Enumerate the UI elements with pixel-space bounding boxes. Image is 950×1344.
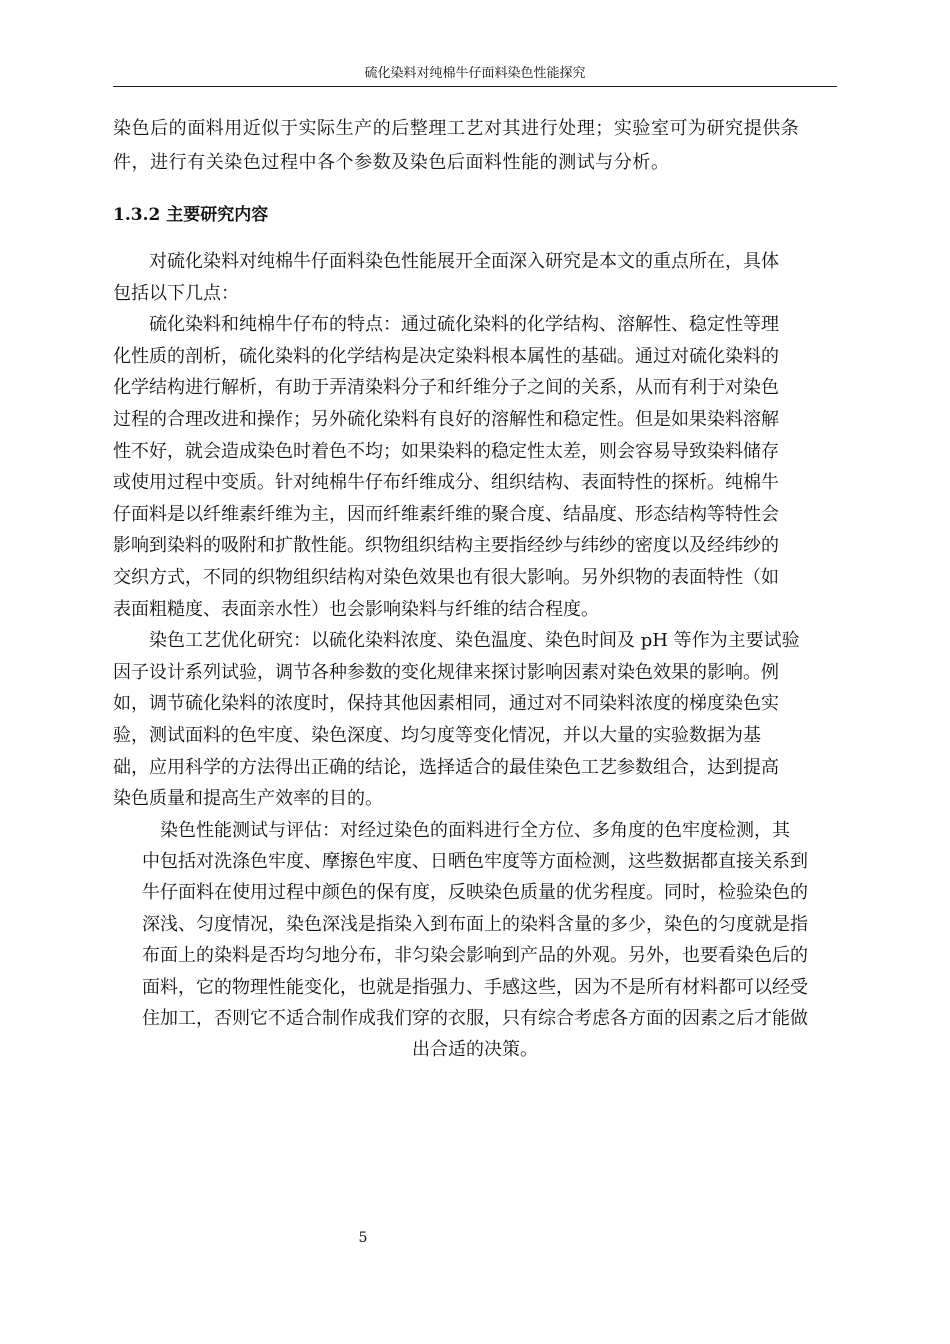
text-line: 化性质的剖析，硫化染料的化学结构是决定染料根本属性的基础。通过对硫化染料的 xyxy=(113,345,779,367)
text-line: 硫化染料和纯棉牛仔布的特点：通过硫化染料的化学结构、溶解性、稳定性等理 xyxy=(113,314,779,336)
text-line: 影响到染料的吸附和扩散性能。织物组织结构主要指经纱与纬纱的密度以及经纬纱的 xyxy=(113,535,779,557)
header-title: 硫化染料对纯棉牛仔面料染色性能探究 xyxy=(364,66,586,81)
text-line: 础，应用科学的方法得出正确的结论，选择适合的最佳染色工艺参数组合，达到提高 xyxy=(113,756,779,778)
text-line: 出合适的决策。 xyxy=(412,1039,538,1061)
text-line: 面料，它的物理性能变化，也就是指强力、手感这些，因为不是所有材料都可以经受 xyxy=(142,976,808,998)
text-line: 验，测试面料的色牢度、染色深度、均匀度等变化情况，并以大量的实验数据为基 xyxy=(113,724,761,746)
paragraph xyxy=(113,246,837,309)
text-line: 表面粗糙度、表面亲水性）也会影响染料与纤维的结合程度。 xyxy=(113,598,599,620)
text-line: 如，调节硫化染料的浓度时，保持其他因素相同，通过对不同染料浓度的梯度染色实 xyxy=(113,693,779,715)
text-line: 布面上的染料是否均匀地分布，非匀染会影响到产品的外观。另外，也要看染色后的 xyxy=(142,945,808,967)
text-line: 牛仔面料在使用过程中颜色的保有度，反映染色质量的优劣程度。同时，检验染色的 xyxy=(142,882,808,904)
text-line: 住加工，否则它不适合制作成我们穿的衣服，只有综合考虑各方面的因素之后才能做 xyxy=(142,1008,808,1030)
text-line: 仔面料是以纤维素纤维为主，因而纤维素纤维的聚合度、结晶度、形态结构等特性会 xyxy=(113,503,779,525)
text-line: 染色性能测试与评估：对经过染色的面料进行全方位、多角度的色牢度检测，其 xyxy=(160,819,790,841)
text-line: 中包括对洗涤色牢度、摩擦色牢度、日晒色牢度等方面检测，这些数据都直接关系到 xyxy=(142,851,808,873)
paragraph xyxy=(113,309,837,625)
text-line: 性不好，就会造成染色时着色不均；如果染料的稳定性太差，则会容易导致染料储存 xyxy=(113,440,779,462)
text-line: 或使用过程中变质。针对纯棉牛仔布纤维成分、组织结构、表面特性的探析。纯棉牛 xyxy=(113,472,779,494)
text-line: 过程的合理改进和操作；另外硫化染料有良好的溶解性和稳定性。但是如果染料溶解 xyxy=(113,408,779,430)
text-line: 对硫化染料对纯棉牛仔面料染色性能展开全面深入研究是本文的重点所在，具体 xyxy=(113,251,779,272)
page-number: 5 xyxy=(358,1230,368,1246)
text-line: 深浅、匀度情况，染色深浅是指染入到布面上的染料含量的多少，染色的匀度就是指 xyxy=(142,913,808,935)
text-line: 染色质量和提高生产效率的目的。 xyxy=(113,788,383,810)
section-heading: 1.3.2 主要研究内容 xyxy=(113,205,269,225)
intro-paragraph xyxy=(113,112,837,180)
header-divider xyxy=(113,86,837,87)
main-content xyxy=(113,246,837,1066)
text-line: 染色工艺优化研究：以硫化染料浓度、染色温度、染色时间及 pH 等作为主要试验 xyxy=(113,630,800,652)
text-line: 因子设计系列试验，调节各种参数的变化规律来探讨影响因素对染色效果的影响。例 xyxy=(113,661,779,683)
paragraph xyxy=(113,815,837,1066)
paragraph xyxy=(113,625,837,815)
text-line: 包括以下几点： xyxy=(113,282,239,304)
text-line: 染色后的面料用近似于实际生产的后整理工艺对其进行处理；实验室可为研究提供条 xyxy=(113,118,800,139)
text-line: 交织方式，不同的织物组织结构对染色效果也有很大影响。另外织物的表面特性（如 xyxy=(113,566,779,588)
text-line: 件，进行有关染色过程中各个参数及染色后面料性能的测试与分析。 xyxy=(113,152,670,173)
text-line: 化学结构进行解析，有助于弄清染料分子和纤维分子之间的关系，从而有利于对染色 xyxy=(113,377,779,399)
